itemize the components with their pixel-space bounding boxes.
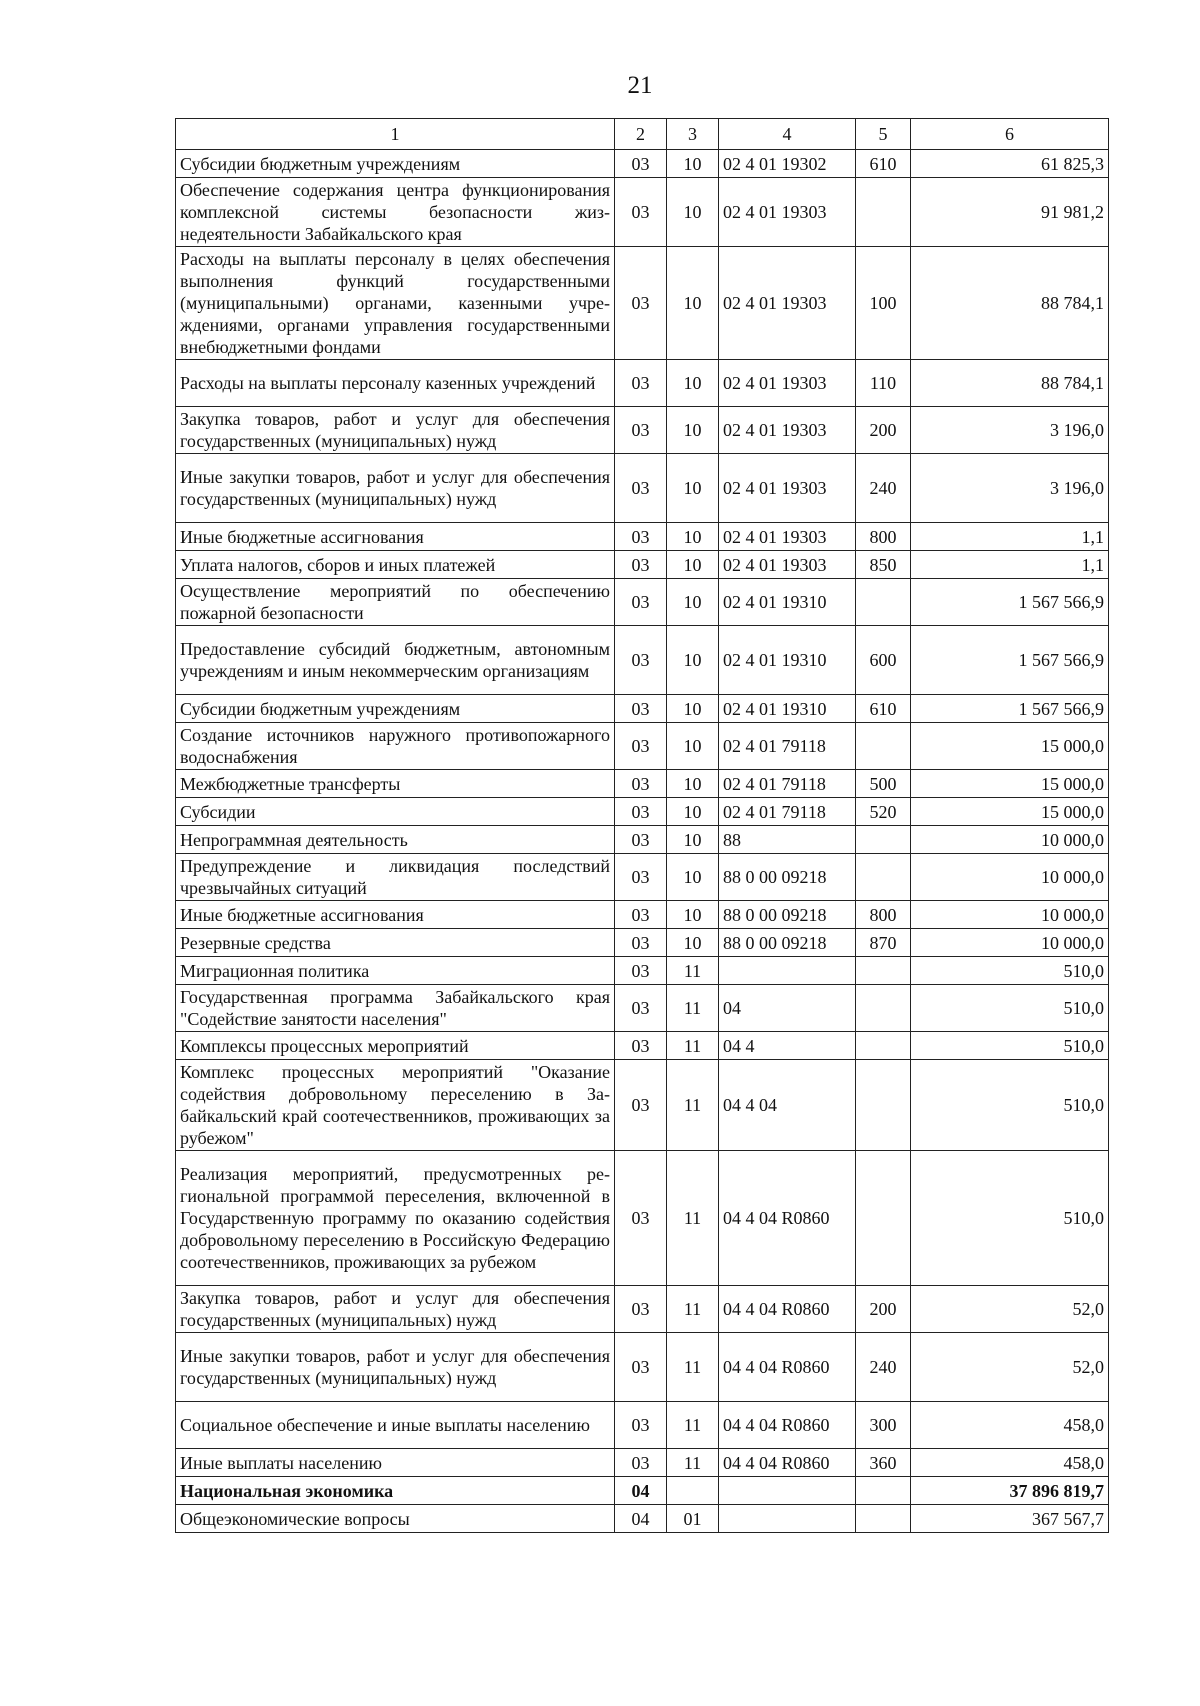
row-amount-cell: 367 567,7: [911, 1505, 1109, 1533]
row-name-cell: Предупреждение и ликвидация последствий чрезвычайных ситуаций: [176, 854, 615, 901]
table-row: [176, 770, 1109, 798]
header-col-4: 4: [719, 119, 856, 150]
row-subsection-cell: 11: [667, 1060, 719, 1151]
row-name-cell: Государственная программа Забайкальского края "Содействие занятости населения": [176, 985, 615, 1032]
row-name-cell: Расходы на выплаты персоналу казенных учреждений: [176, 360, 615, 407]
row-target-article-cell: 02 4 01 79118: [719, 723, 856, 770]
row-expense-type-cell: [856, 1032, 911, 1060]
row-amount-cell: 88 784,1: [911, 360, 1109, 407]
row-name-cell: Уплата налогов, сборов и иных платежей: [176, 551, 615, 579]
row-expense-type-cell: [856, 854, 911, 901]
row-section-cell: 03: [615, 1333, 667, 1402]
row-subsection-cell: 11: [667, 1333, 719, 1402]
row-name-cell: Комплекс процессных мероприятий "Оказание содействия добровольному переселению в Забайкальский край соотечественников, проживающих за рубежом": [176, 1060, 615, 1151]
row-target-article-cell: 02 4 01 19303: [719, 407, 856, 454]
row-name-cell: Непрограммная деятельность: [176, 826, 615, 854]
row-expense-type-cell: 240: [856, 1333, 911, 1402]
row-name-cell: Общеэкономические вопросы: [176, 1505, 615, 1533]
table-row: [176, 1032, 1109, 1060]
row-section-cell: 03: [615, 454, 667, 523]
table-row: [176, 854, 1109, 901]
header-col-3: 3: [667, 119, 719, 150]
row-section-cell: 03: [615, 360, 667, 407]
row-subsection-cell: 10: [667, 695, 719, 723]
table-row: [176, 1477, 1109, 1505]
row-amount-cell: 15 000,0: [911, 723, 1109, 770]
row-subsection-cell: 11: [667, 1286, 719, 1333]
row-section-cell: 04: [615, 1477, 667, 1505]
table-row: [176, 178, 1109, 247]
row-name-cell: Создание источников наружного противопожарного водоснабжения: [176, 723, 615, 770]
table-row: [176, 695, 1109, 723]
row-target-article-cell: 02 4 01 19303: [719, 247, 856, 360]
row-amount-cell: 3 196,0: [911, 454, 1109, 523]
row-target-article-cell: 02 4 01 79118: [719, 770, 856, 798]
row-amount-cell: 37 896 819,7: [911, 1477, 1109, 1505]
row-expense-type-cell: 100: [856, 247, 911, 360]
table-row: [176, 407, 1109, 454]
row-subsection-cell: [667, 1477, 719, 1505]
row-name-cell: Иные бюджетные ассигнования: [176, 901, 615, 929]
table-row: [176, 798, 1109, 826]
row-expense-type-cell: [856, 1151, 911, 1286]
row-section-cell: 03: [615, 723, 667, 770]
row-expense-type-cell: [856, 1505, 911, 1533]
row-section-cell: 03: [615, 1449, 667, 1477]
row-expense-type-cell: [856, 826, 911, 854]
row-target-article-cell: 02 4 01 19310: [719, 579, 856, 626]
header-col-1: 1: [176, 119, 615, 150]
row-subsection-cell: 10: [667, 454, 719, 523]
row-name-cell: Иные бюджетные ассигнования: [176, 523, 615, 551]
row-subsection-cell: 10: [667, 360, 719, 407]
row-expense-type-cell: 610: [856, 150, 911, 178]
table-row: [176, 454, 1109, 523]
row-subsection-cell: 10: [667, 523, 719, 551]
budget-table: [175, 118, 1109, 1533]
row-amount-cell: 3 196,0: [911, 407, 1109, 454]
row-target-article-cell: 02 4 01 19303: [719, 178, 856, 247]
table-row: [176, 1402, 1109, 1449]
row-target-article-cell: 02 4 01 19303: [719, 360, 856, 407]
row-section-cell: 03: [615, 407, 667, 454]
table-row: [176, 929, 1109, 957]
row-section-cell: 03: [615, 1286, 667, 1333]
row-expense-type-cell: 300: [856, 1402, 911, 1449]
row-expense-type-cell: 110: [856, 360, 911, 407]
row-subsection-cell: 10: [667, 723, 719, 770]
table-header-row: [176, 119, 1109, 150]
table-row: [176, 551, 1109, 579]
row-amount-cell: 61 825,3: [911, 150, 1109, 178]
row-name-cell: Реализация мероприятий, предусмотренных региональной программой переселения, включенной в Государственную программу по оказанию содействия добровольному переселению в Российскую Федерацию соотечественников, проживающих за рубежом: [176, 1151, 615, 1286]
row-subsection-cell: 11: [667, 985, 719, 1032]
row-subsection-cell: 10: [667, 150, 719, 178]
row-amount-cell: 52,0: [911, 1286, 1109, 1333]
row-expense-type-cell: [856, 1477, 911, 1505]
row-name-cell: Осуществление мероприятий по обеспечению пожарной безопасности: [176, 579, 615, 626]
row-section-cell: 03: [615, 150, 667, 178]
row-expense-type-cell: 200: [856, 1286, 911, 1333]
table-row: [176, 1151, 1109, 1286]
row-section-cell: 03: [615, 579, 667, 626]
table-row: [176, 1286, 1109, 1333]
row-section-cell: 03: [615, 1402, 667, 1449]
row-target-article-cell: 02 4 01 19303: [719, 523, 856, 551]
row-amount-cell: 1 567 566,9: [911, 626, 1109, 695]
row-section-cell: 03: [615, 1060, 667, 1151]
row-amount-cell: 1,1: [911, 551, 1109, 579]
row-target-article-cell: 04 4 04 R0860: [719, 1333, 856, 1402]
row-name-cell: Субсидии бюджетным учреждениям: [176, 695, 615, 723]
table-row: [176, 985, 1109, 1032]
row-target-article-cell: 88 0 00 09218: [719, 901, 856, 929]
row-name-cell: Национальная экономика: [176, 1477, 615, 1505]
row-subsection-cell: 10: [667, 854, 719, 901]
row-target-article-cell: [719, 1477, 856, 1505]
row-subsection-cell: 11: [667, 1449, 719, 1477]
row-amount-cell: 52,0: [911, 1333, 1109, 1402]
row-name-cell: Субсидии: [176, 798, 615, 826]
row-section-cell: 03: [615, 1032, 667, 1060]
row-subsection-cell: 11: [667, 1402, 719, 1449]
row-amount-cell: 1 567 566,9: [911, 579, 1109, 626]
table-row: [176, 957, 1109, 985]
row-expense-type-cell: [856, 579, 911, 626]
row-subsection-cell: 10: [667, 551, 719, 579]
row-target-article-cell: 02 4 01 19303: [719, 454, 856, 523]
header-col-5: 5: [856, 119, 911, 150]
row-name-cell: Закупка товаров, работ и услуг для обеспечения государственных (муниципальных) нужд: [176, 1286, 615, 1333]
row-amount-cell: 510,0: [911, 1151, 1109, 1286]
row-target-article-cell: 04 4 04: [719, 1060, 856, 1151]
row-expense-type-cell: 870: [856, 929, 911, 957]
row-amount-cell: 458,0: [911, 1402, 1109, 1449]
row-subsection-cell: 10: [667, 929, 719, 957]
row-section-cell: 03: [615, 798, 667, 826]
row-amount-cell: 510,0: [911, 957, 1109, 985]
row-subsection-cell: 10: [667, 826, 719, 854]
row-section-cell: 04: [615, 1505, 667, 1533]
row-subsection-cell: 10: [667, 247, 719, 360]
row-amount-cell: 91 981,2: [911, 178, 1109, 247]
row-section-cell: 03: [615, 551, 667, 579]
table-row: [176, 247, 1109, 360]
row-name-cell: Закупка товаров, работ и услуг для обеспечения государственных (муниципальных) нужд: [176, 407, 615, 454]
row-expense-type-cell: 360: [856, 1449, 911, 1477]
row-section-cell: 03: [615, 695, 667, 723]
table-row: [176, 723, 1109, 770]
row-name-cell: Обеспечение содержания центра функционирования комплексной системы безопасности жизнедеятельности Забайкальского края: [176, 178, 615, 247]
row-subsection-cell: 10: [667, 901, 719, 929]
table-row: [176, 1060, 1109, 1151]
table-row: [176, 1505, 1109, 1533]
row-expense-type-cell: 850: [856, 551, 911, 579]
row-amount-cell: 10 000,0: [911, 929, 1109, 957]
row-target-article-cell: 02 4 01 79118: [719, 798, 856, 826]
row-target-article-cell: [719, 1505, 856, 1533]
row-expense-type-cell: 240: [856, 454, 911, 523]
row-target-article-cell: 04 4 04 R0860: [719, 1402, 856, 1449]
row-name-cell: Расходы на выплаты персоналу в целях обеспечения выполнения функций государственными (муниципальными) органами, казенными учреждениями, органами управления государственными внебюджетными фондами: [176, 247, 615, 360]
row-subsection-cell: 10: [667, 770, 719, 798]
row-amount-cell: 10 000,0: [911, 854, 1109, 901]
row-target-article-cell: 88 0 00 09218: [719, 854, 856, 901]
row-amount-cell: 1,1: [911, 523, 1109, 551]
row-section-cell: 03: [615, 523, 667, 551]
row-target-article-cell: 04 4 04 R0860: [719, 1449, 856, 1477]
table-row: [176, 150, 1109, 178]
row-name-cell: Межбюджетные трансферты: [176, 770, 615, 798]
row-name-cell: Иные закупки товаров, работ и услуг для обеспечения государственных (муниципальных) нужд: [176, 454, 615, 523]
row-amount-cell: 1 567 566,9: [911, 695, 1109, 723]
table-row: [176, 360, 1109, 407]
row-section-cell: 03: [615, 901, 667, 929]
row-expense-type-cell: [856, 723, 911, 770]
header-col-6: 6: [911, 119, 1109, 150]
table-row: [176, 826, 1109, 854]
row-subsection-cell: 11: [667, 1032, 719, 1060]
row-expense-type-cell: 520: [856, 798, 911, 826]
row-section-cell: 03: [615, 770, 667, 798]
row-expense-type-cell: 600: [856, 626, 911, 695]
header-col-2: 2: [615, 119, 667, 150]
row-subsection-cell: 01: [667, 1505, 719, 1533]
row-section-cell: 03: [615, 929, 667, 957]
row-target-article-cell: 02 4 01 19302: [719, 150, 856, 178]
row-section-cell: 03: [615, 957, 667, 985]
row-section-cell: 03: [615, 985, 667, 1032]
table-row: [176, 1333, 1109, 1402]
row-expense-type-cell: 800: [856, 523, 911, 551]
table-row: [176, 523, 1109, 551]
row-amount-cell: 10 000,0: [911, 901, 1109, 929]
row-target-article-cell: 88 0 00 09218: [719, 929, 856, 957]
table-row: [176, 1449, 1109, 1477]
row-amount-cell: 510,0: [911, 1032, 1109, 1060]
row-section-cell: 03: [615, 854, 667, 901]
row-expense-type-cell: [856, 957, 911, 985]
row-expense-type-cell: 610: [856, 695, 911, 723]
row-amount-cell: 88 784,1: [911, 247, 1109, 360]
row-amount-cell: 10 000,0: [911, 826, 1109, 854]
row-section-cell: 03: [615, 178, 667, 247]
row-subsection-cell: 10: [667, 626, 719, 695]
row-expense-type-cell: 500: [856, 770, 911, 798]
table-row: [176, 579, 1109, 626]
row-target-article-cell: 04: [719, 985, 856, 1032]
row-expense-type-cell: 200: [856, 407, 911, 454]
row-target-article-cell: 04 4 04 R0860: [719, 1286, 856, 1333]
row-subsection-cell: 11: [667, 1151, 719, 1286]
row-target-article-cell: 04 4: [719, 1032, 856, 1060]
row-section-cell: 03: [615, 1151, 667, 1286]
row-target-article-cell: 04 4 04 R0860: [719, 1151, 856, 1286]
row-name-cell: Резервные средства: [176, 929, 615, 957]
row-target-article-cell: 88: [719, 826, 856, 854]
row-name-cell: Предоставление субсидий бюджетным, автономным учреждениям и иным некоммерческим организациям: [176, 626, 615, 695]
row-name-cell: Социальное обеспечение и иные выплаты населению: [176, 1402, 615, 1449]
row-amount-cell: 15 000,0: [911, 770, 1109, 798]
row-amount-cell: 458,0: [911, 1449, 1109, 1477]
row-amount-cell: 510,0: [911, 985, 1109, 1032]
row-subsection-cell: 10: [667, 407, 719, 454]
row-subsection-cell: 10: [667, 579, 719, 626]
row-section-cell: 03: [615, 626, 667, 695]
row-subsection-cell: 10: [667, 178, 719, 247]
row-expense-type-cell: [856, 1060, 911, 1151]
row-target-article-cell: 02 4 01 19310: [719, 695, 856, 723]
row-expense-type-cell: [856, 985, 911, 1032]
row-name-cell: Иные выплаты населению: [176, 1449, 615, 1477]
row-name-cell: Иные закупки товаров, работ и услуг для обеспечения государственных (муниципальных) нужд: [176, 1333, 615, 1402]
row-name-cell: Субсидии бюджетным учреждениям: [176, 150, 615, 178]
page-number: 21: [627, 72, 653, 99]
row-target-article-cell: 02 4 01 19310: [719, 626, 856, 695]
row-expense-type-cell: [856, 178, 911, 247]
row-section-cell: 03: [615, 826, 667, 854]
row-target-article-cell: [719, 957, 856, 985]
row-amount-cell: 510,0: [911, 1060, 1109, 1151]
table-row: [176, 901, 1109, 929]
row-expense-type-cell: 800: [856, 901, 911, 929]
row-target-article-cell: 02 4 01 19303: [719, 551, 856, 579]
row-subsection-cell: 10: [667, 798, 719, 826]
row-name-cell: Миграционная политика: [176, 957, 615, 985]
row-section-cell: 03: [615, 247, 667, 360]
table-row: [176, 626, 1109, 695]
row-name-cell: Комплексы процессных мероприятий: [176, 1032, 615, 1060]
row-amount-cell: 15 000,0: [911, 798, 1109, 826]
row-subsection-cell: 11: [667, 957, 719, 985]
